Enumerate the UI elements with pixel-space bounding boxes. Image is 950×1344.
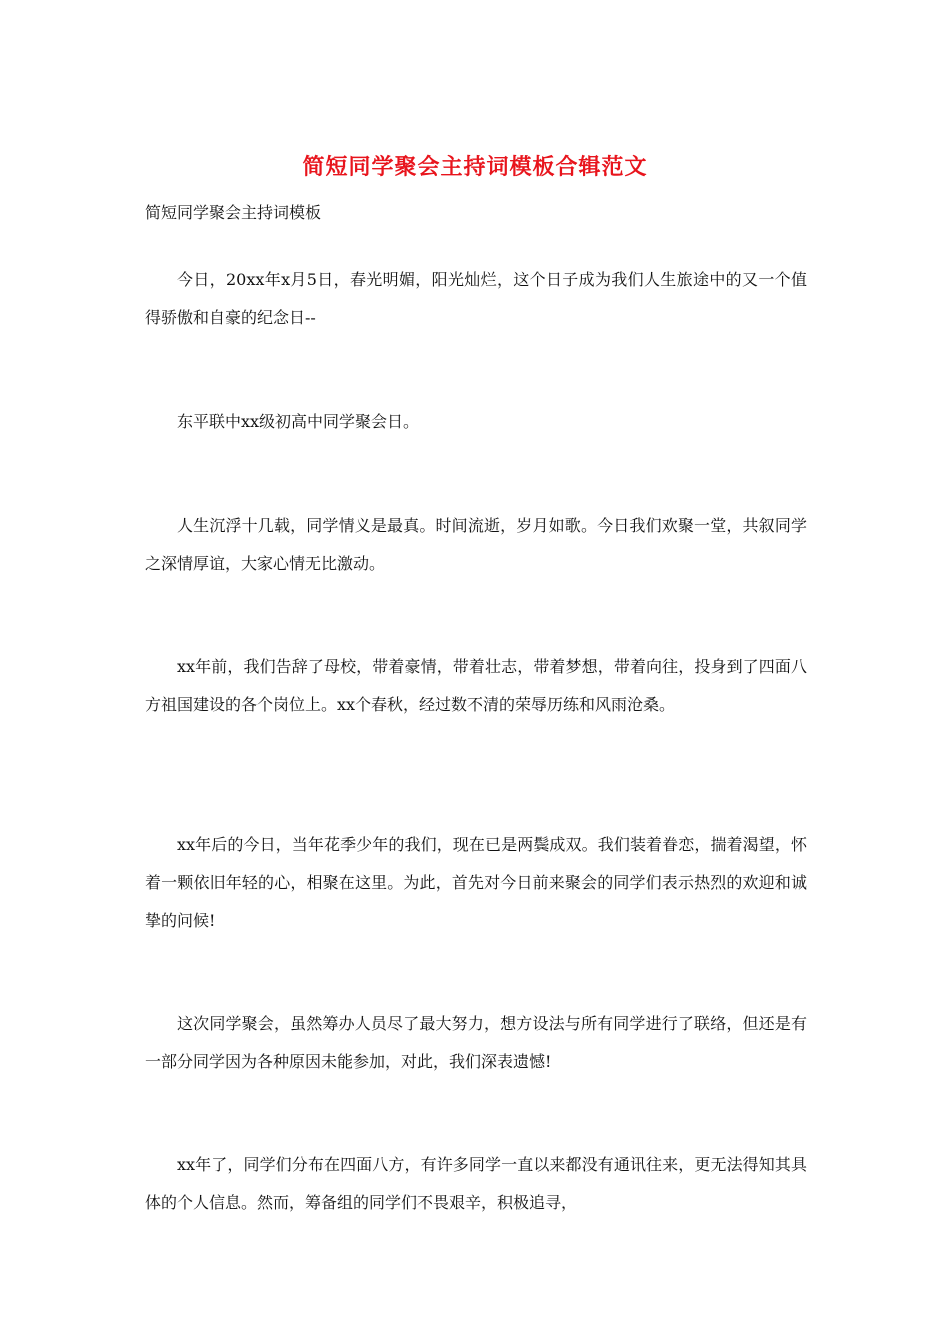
- document-subtitle: 简短同学聚会主持词模板: [145, 203, 322, 222]
- paragraph: 人生沉浮十几载，同学情义是最真。时间流逝，岁月如歌。今日我们欢聚一堂，共叙同学之深情厚谊，大家心情无比激动。: [145, 516, 807, 573]
- document-title: 简短同学聚会主持词模板合辑范文: [302, 154, 648, 180]
- paragraph: 东平联中xx级初高中同学聚会日。: [177, 412, 420, 431]
- paragraph: 今日，20xx年x月5日，春光明媚，阳光灿烂，这个日子成为我们人生旅途中的又一个值得骄傲和自豪的纪念日--: [145, 270, 807, 327]
- paragraph: 这次同学聚会，虽然筹办人员尽了最大努力，想方设法与所有同学进行了联络，但还是有一部分同学因为各种原因未能参加，对此，我们深表遗憾!: [145, 1014, 807, 1071]
- paragraph: xx年前，我们告辞了母校，带着豪情，带着壮志，带着梦想，带着向往，投身到了四面八方祖国建设的各个岗位上。xx个春秋，经过数不清的荣辱历练和风雨沧桑。: [145, 657, 807, 714]
- paragraph: xx年后的今日，当年花季少年的我们，现在已是两鬓成双。我们装着眷恋，揣着渴望，怀着一颗依旧年轻的心，相聚在这里。为此，首先对今日前来聚会的同学们表示热烈的欢迎和诚挚的问候!: [145, 835, 807, 930]
- paragraph: xx年了，同学们分布在四面八方，有许多同学一直以来都没有通讯往来，更无法得知其具体的个人信息。然而，筹备组的同学们不畏艰辛，积极追寻，: [145, 1155, 807, 1212]
